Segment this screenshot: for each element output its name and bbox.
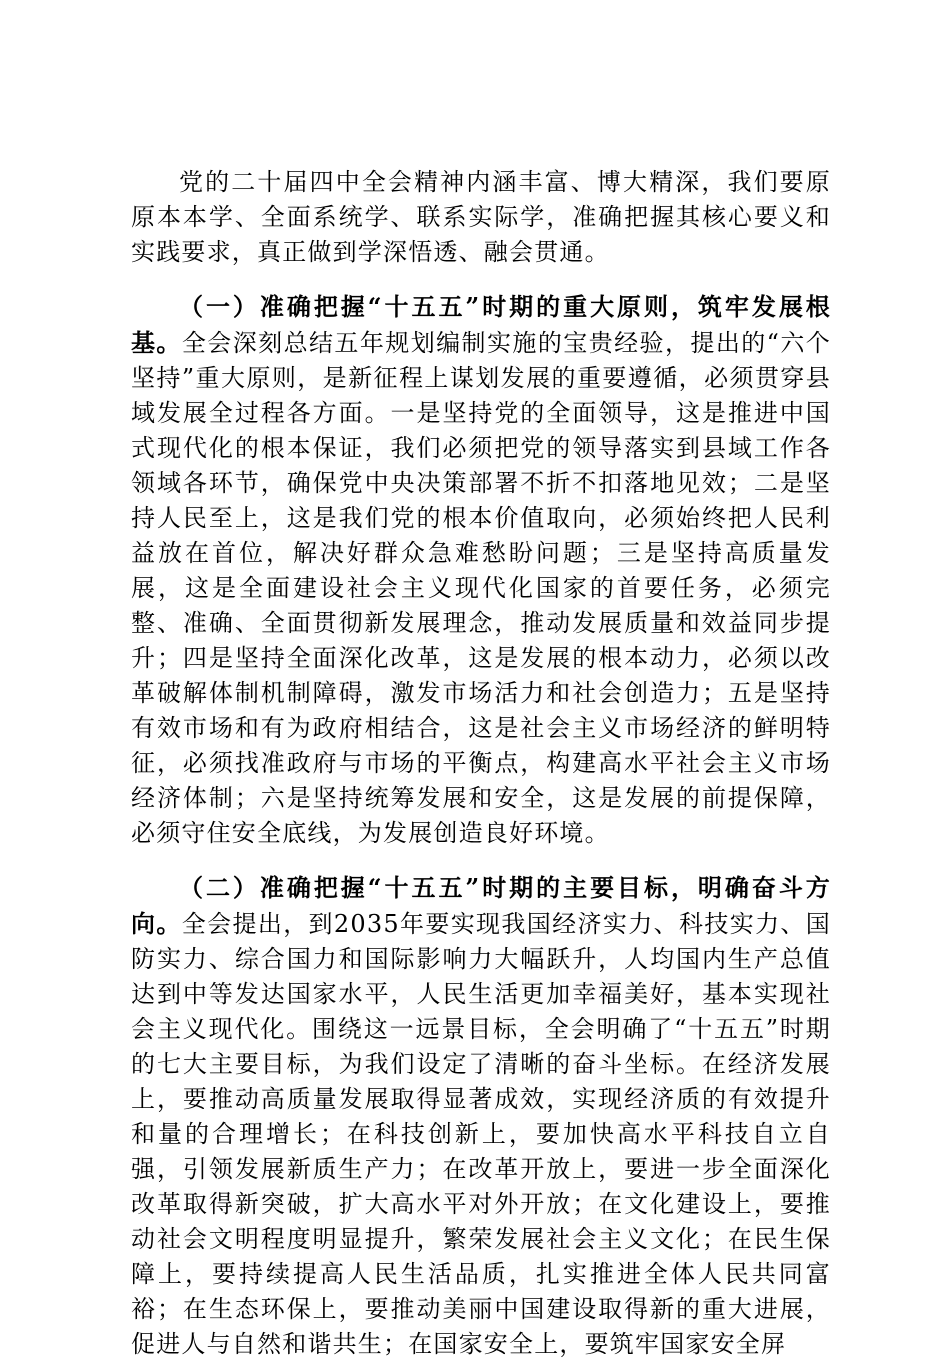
- section-2-paragraph: [131, 870, 831, 1362]
- intro-paragraph-text: 党的二十届四中全会精神内涵丰富、博大精深，我们要原原本本学、全面系统学、联系实际学，准确把握其核心要义和实践要求，真正做到学深悟透、融会贯通。: [131, 168, 831, 266]
- document-page: [131, 165, 831, 1362]
- section-1-heading: （一）准确把握“十五五”时期的重大原则，筑牢发展根基。: [131, 292, 831, 357]
- section-2-body: 全会提出，到2035年要实现我国经济实力、科技实力、国防实力、综合国力和国际影响力大幅跃升，人均国内生产总值达到中等发达国家水平，人民生活更加幸福美好，基本实现社会主义现代化。围绕这一远景目标，全会明确了“十五五”时期的七大主要目标，为我们设定了清晰的奋斗坐标。在经济发展上，要推动高质量发展取得显著成效，实现经济质的有效提升和量的合理增长；在科技创新上，要加快高水平科技自立自强，引领发展新质生产力；在改革开放上，要进一步全面深化改革取得新突破，扩大高水平对外开放；在文化建设上，要推动社会文明程度明显提升，繁荣发展社会主义文化；在民生保障上，要持续提高人民生活品质，扎实推进全体人民共同富裕；在生态环保上，要推动美丽中国建设取得新的重大进展，促进人与自然和谐共生；在国家安全上，要筑牢国家安全屏: [131, 910, 831, 1358]
- section-2-heading: （二）准确把握“十五五”时期的主要目标，明确奋斗方向。: [131, 873, 831, 938]
- section-1-paragraph: [131, 289, 831, 851]
- section-1-body: 全会深刻总结五年规划编制实施的宝贵经验，提出的“六个坚持”重大原则，是新征程上谋划发展的重要遵循，必须贯穿县域发展全过程各方面。一是坚持党的全面领导，这是推进中国式现代化的根本保证，我们必须把党的领导落实到县域工作各领域各环节，确保党中央决策部署不折不扣落地见效；二是坚持人民至上，这是我们党的根本价值取向，必须始终把人民利益放在首位，解决好群众急难愁盼问题；三是坚持高质量发展，这是全面建设社会主义现代化国家的首要任务，必须完整、准确、全面贯彻新发展理念，推动发展质量和效益同步提升；四是坚持全面深化改革，这是发展的根本动力，必须以改革破解体制机制障碍，激发市场活力和社会创造力；五是坚持有效市场和有为政府相结合，这是社会主义市场经济的鲜明特征，必须找准政府与市场的平衡点，构建高水平社会主义市场经济体制；六是坚持统筹发展和安全，这是发展的前提保障，必须守住安全底线，为发展创造良好环境。: [131, 329, 831, 847]
- intro-paragraph: [131, 165, 831, 270]
